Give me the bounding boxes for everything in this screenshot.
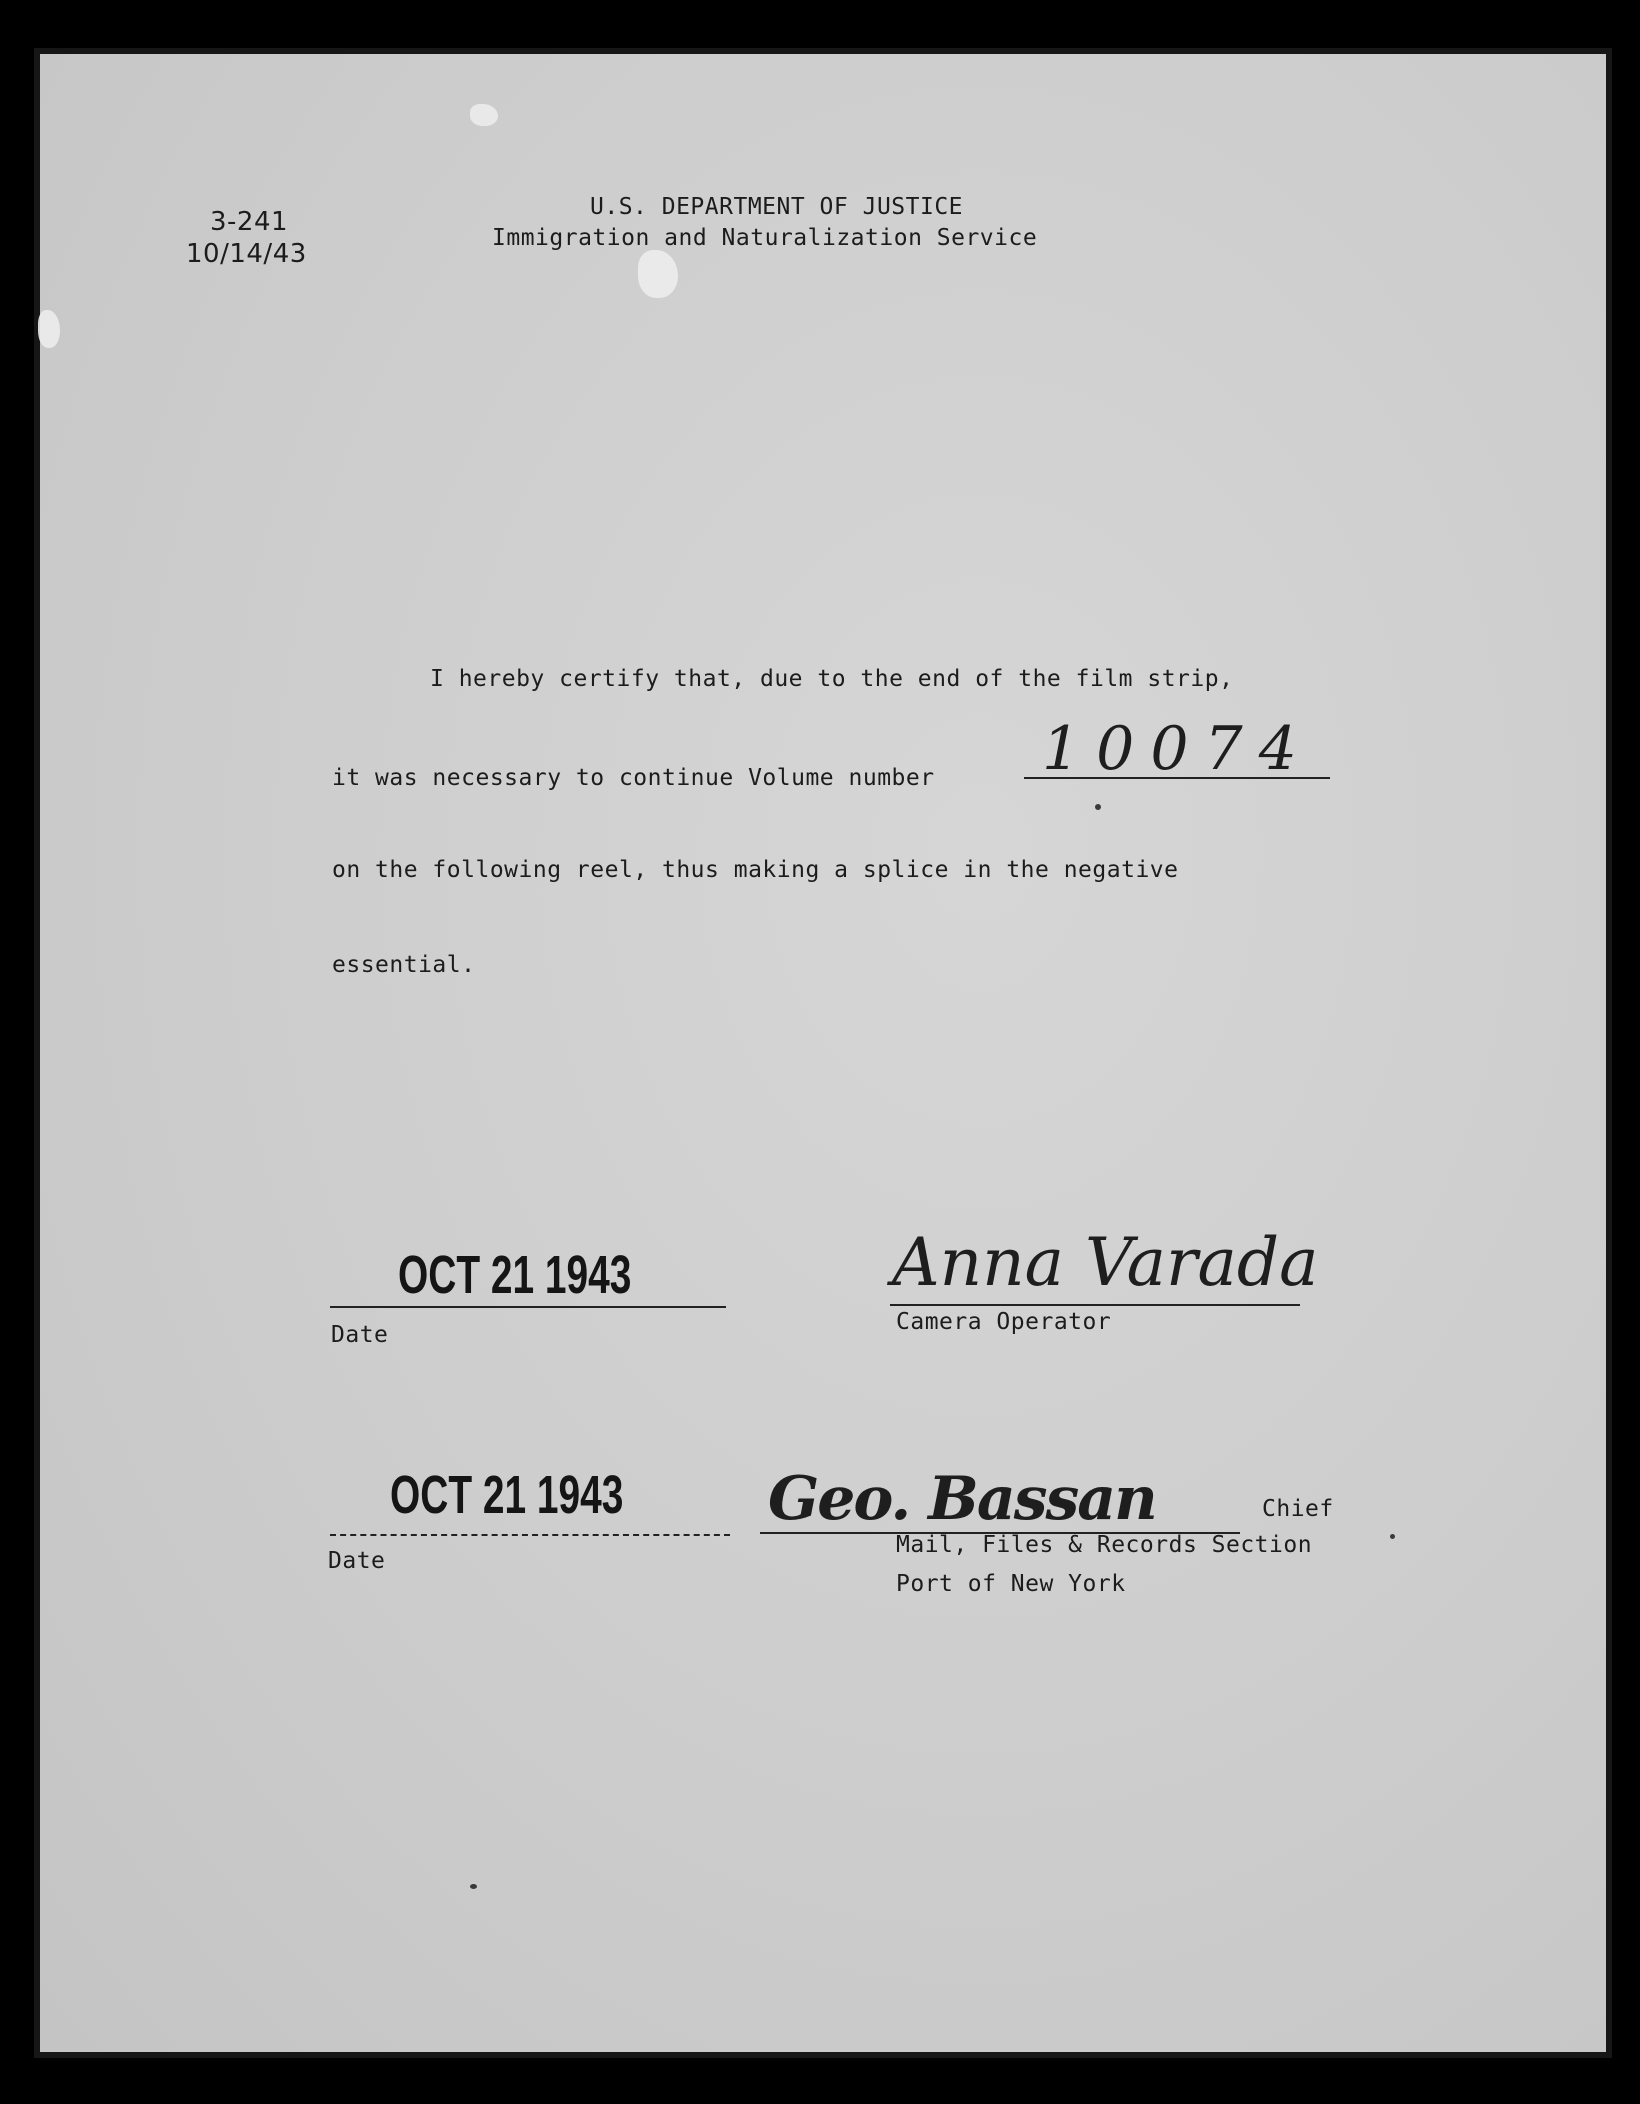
date-stamp-2: OCT 21 1943: [390, 1465, 624, 1525]
chief-signature: Geo. Bassan: [768, 1464, 1156, 1534]
chief-title: Chief: [1262, 1496, 1334, 1522]
department-heading: U.S. DEPARTMENT OF JUSTICE: [590, 194, 964, 220]
date-rule-2: [330, 1534, 730, 1536]
paper-speck: [470, 1884, 477, 1889]
date-label-1: Date: [331, 1322, 389, 1348]
date-label-2: Date: [328, 1548, 386, 1574]
date-stamp-1: OCT 21 1943: [398, 1245, 632, 1305]
paper-speck: [1095, 804, 1101, 810]
signature-rule-1: [890, 1304, 1300, 1306]
certification-line-3: on the following reel, thus making a splice in the negative: [332, 857, 1179, 883]
paper-blemish: [38, 310, 60, 348]
form-number: 3-241: [210, 207, 289, 237]
certification-line-1: I hereby certify that, due to the end of the film strip,: [430, 666, 1234, 692]
camera-operator-label: Camera Operator: [896, 1309, 1112, 1335]
certification-line-2: it was necessary to continue Volume number: [332, 765, 935, 791]
section-title: Mail, Files & Records Section: [896, 1532, 1313, 1558]
certification-line-4: essential.: [332, 952, 476, 978]
date-rule-1: [330, 1306, 726, 1308]
service-heading: Immigration and Naturalization Service: [492, 225, 1038, 251]
form-revision-date: 10/14/43: [186, 239, 307, 269]
paper-blemish: [638, 250, 678, 298]
paper-speck: [1390, 1534, 1395, 1539]
paper-blemish: [470, 104, 498, 126]
camera-operator-signature: Anna Varada: [892, 1224, 1319, 1301]
document-page: [34, 48, 1612, 2058]
port-title: Port of New York: [896, 1571, 1126, 1597]
volume-number: 10074: [1042, 714, 1313, 784]
